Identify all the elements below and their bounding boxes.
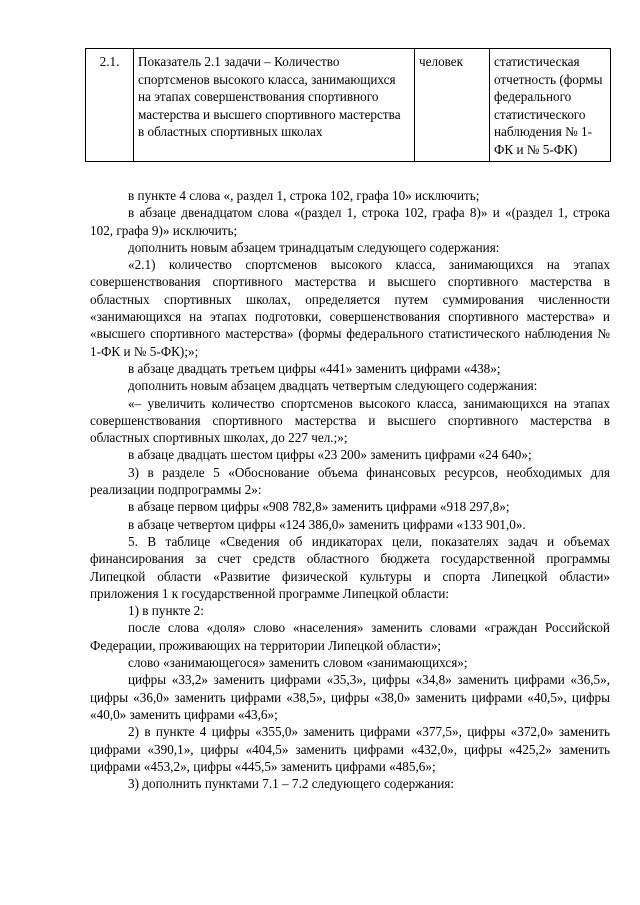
paragraph: слово «занимающегося» заменить словом «занимающихся»;: [128, 655, 468, 671]
paragraph: в абзаце двадцать третьем цифры «441» заменить цифрами «438»;: [128, 360, 501, 376]
paragraph: в абзаце двенадцатом слова «(раздел 1, строка 102, графа 8)» и «(раздел 1, строка 102, графа 9)» исключить;: [90, 205, 610, 238]
paragraph: в абзаце двадцать шестом цифры «23 200» заменить цифрами «24 640»;: [128, 447, 532, 463]
paragraph: 3) дополнить пунктами 7.1 – 7.2 следующего содержания:: [128, 776, 454, 792]
paragraph: после слова «доля» слово «населения» заменить словами «граждан Российской Федерации, проживающих на территории Липецкой области»;: [90, 620, 610, 653]
indicator-table: [85, 48, 611, 162]
paragraph: в абзаце четвертом цифры «124 386,0» заменить цифрами «133 901,0».: [128, 516, 526, 532]
data-source-cell: статистическая отчетность (формы федерального статистического наблюдения № 1-ФК и № 5-ФК): [490, 49, 611, 162]
unit-cell: человек: [415, 49, 490, 162]
paragraph: 3) в разделе 5 «Обоснование объема финансовых ресурсов, необходимых для реализации подпрограммы 2»:: [90, 464, 610, 498]
row-number-cell: 2.1.: [86, 49, 134, 162]
paragraph: 1) в пункте 2:: [128, 603, 204, 619]
table-row: [86, 49, 611, 162]
paragraph: в пункте 4 слова «, раздел 1, строка 102, графа 10» исключить;: [128, 188, 480, 203]
indicator-name-cell: Показатель 2.1 задачи – Количество спортсменов высокого класса, занимающихся на этапах совершенствования спортивного мастерства и высшего спортивного мастерства в областных спортивных школах: [134, 49, 415, 162]
paragraph: «2.1) количество спортсменов высокого класса, занимающихся на этапах совершенствования спортивного мастерства и высшего спортивного мастерства в областных спортивных школах, определяется путем суммирования численности «занимающихся на этапах подготовки, совершенствования спортивного мастерства» и «высшего спортивного мастерства» (формы федерального статистического наблюдения № 1-ФК и № 5-ФК);»;: [90, 257, 610, 359]
paragraph: в абзаце первом цифры «908 782,8» заменить цифрами «918 297,8»;: [128, 499, 510, 515]
paragraph: «– увеличить количество спортсменов высокого класса, занимающихся на этапах совершенствования спортивного мастерства и высшего спортивного мастерства в областных спортивных школах, до 227 чел.;»;: [90, 395, 610, 446]
paragraph: дополнить новым абзацем тринадцатым следующего содержания:: [128, 239, 500, 255]
paragraph: 5. В таблице «Сведения об индикаторах цели, показателях задач и объемах финансирования за счет средств областного бюджета государственной программы Липецкой области «Развитие физической культуры и спорта Липецкой области» приложения 1 к государственной программе Липецкой области:: [90, 533, 610, 601]
paragraph: цифры «33,2» заменить цифрами «35,3», цифры «34,8» заменить цифрами «36,5», цифры «36,0» заменить цифрами «38,5», цифры «38,0» заменить цифрами «40,5», цифры «40,0» заменить цифрами «43,6»;: [90, 672, 610, 722]
document-body: [90, 187, 610, 792]
paragraph: дополнить новым абзацем двадцать четвертым следующего содержания:: [128, 378, 538, 394]
paragraph: 2) в пункте 4 цифры «355,0» заменить цифрами «377,5», цифры «372,0» заменить цифрами «390,1», цифры «404,5» заменить цифрами «432,0», цифры «425,2» заменить цифрами «453,2», цифры «445,5» заменить цифрами «485,6»;: [90, 724, 610, 774]
